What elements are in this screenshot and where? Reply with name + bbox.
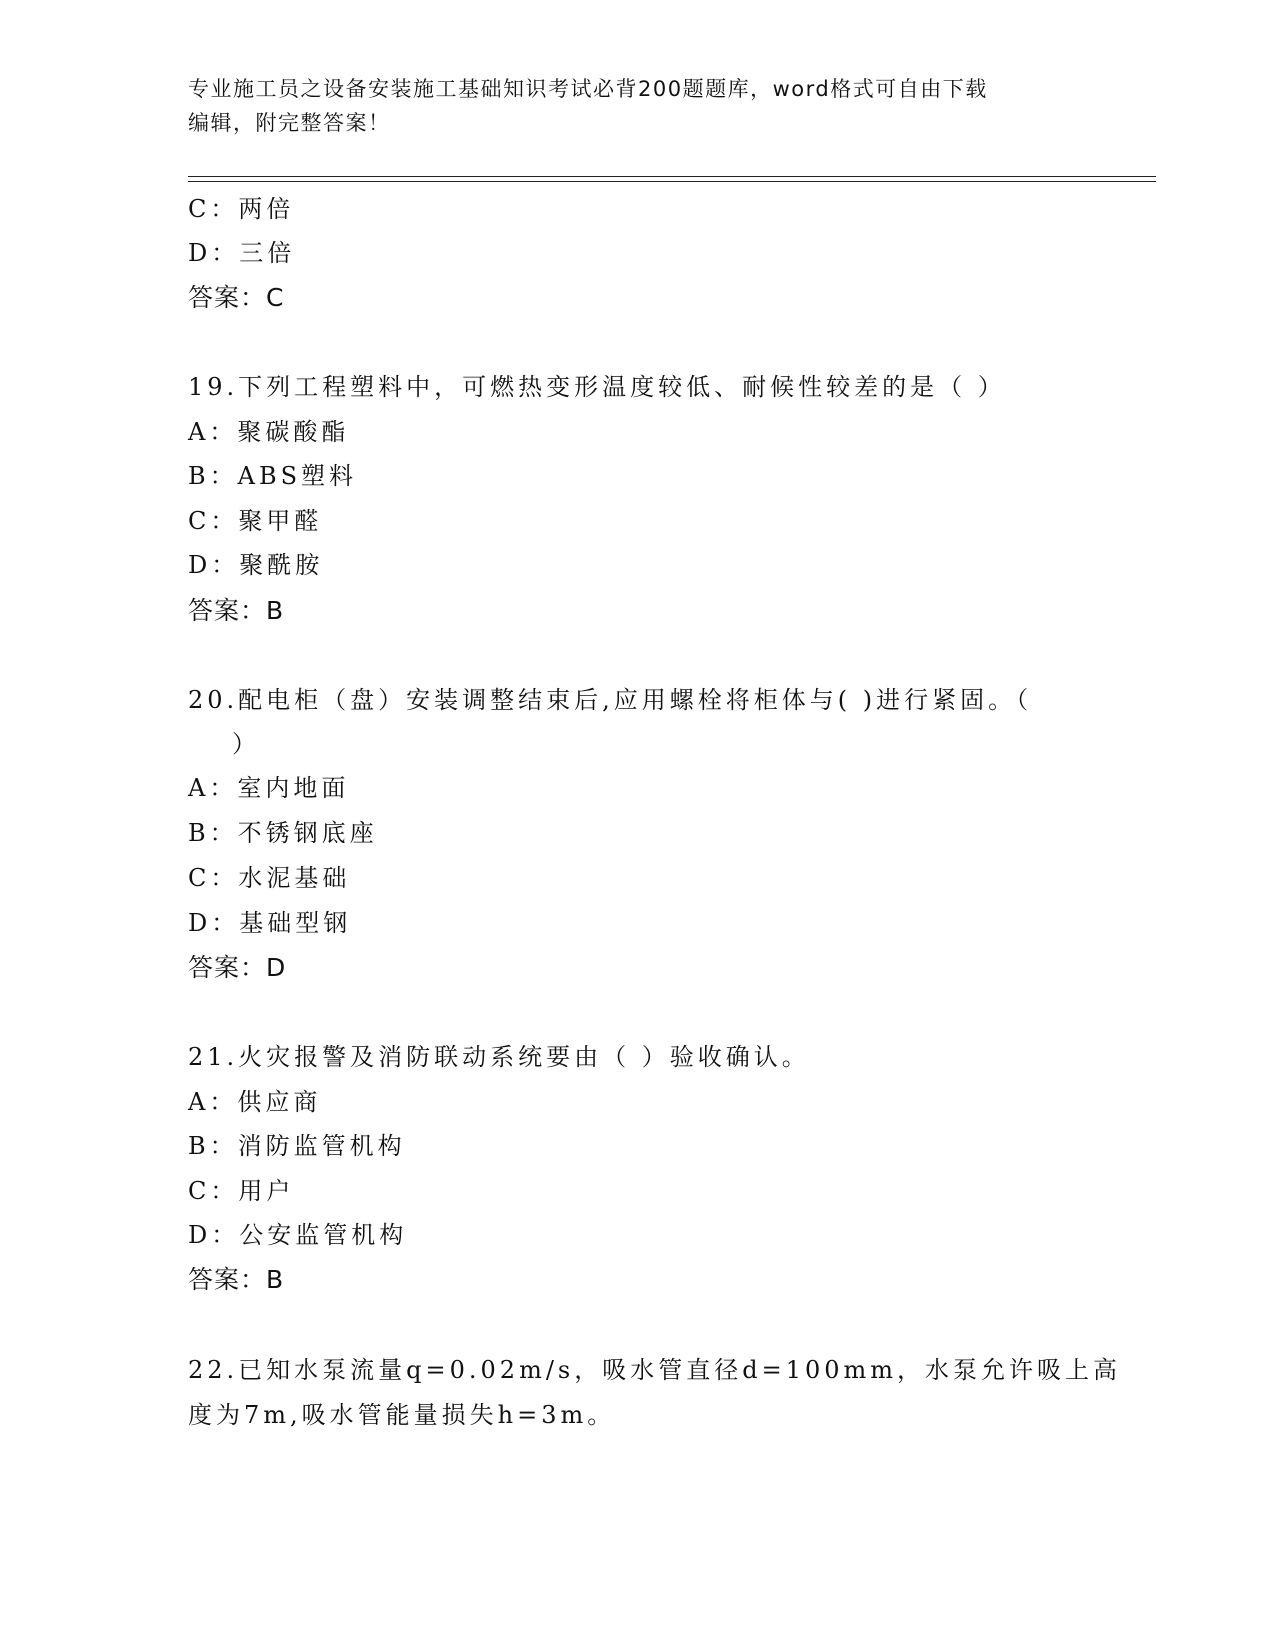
q19-option-b: B：ABS塑料 bbox=[188, 462, 358, 490]
q21-answer: 答案：B bbox=[188, 1265, 285, 1294]
q19-stem: 19.下列工程塑料中，可燃热变形温度较低、耐候性较差的是（ ） bbox=[188, 373, 1006, 401]
header-title-line-1: 专业施工员之设备安装施工基础知识考试必背200题题库，word格式可自由下载 bbox=[188, 77, 988, 101]
q18-option-d: D：三倍 bbox=[188, 239, 296, 267]
q19-option-d: D：聚酰胺 bbox=[188, 551, 324, 579]
q20-option-a: A：室内地面 bbox=[188, 774, 350, 802]
q22-stem-continuation: 度为7m,吸水管能量损失h=3m。 bbox=[188, 1401, 616, 1429]
document-header bbox=[188, 72, 1088, 140]
q19-answer: 答案：B bbox=[188, 596, 285, 625]
q21-option-d: D：公安监管机构 bbox=[188, 1221, 408, 1249]
q19-option-a: A：聚碳酸酯 bbox=[188, 418, 350, 446]
q20-stem-continuation: ） bbox=[232, 730, 260, 758]
header-divider-bottom bbox=[188, 181, 1156, 182]
q21-option-b: B：消防监管机构 bbox=[188, 1132, 406, 1160]
q21-option-a: A：供应商 bbox=[188, 1088, 322, 1116]
q20-stem: 20.配电柜（盘）安装调整结束后,应用螺栓将柜体与( )进行紧固。（ bbox=[188, 686, 1033, 714]
q20-option-d: D：基础型钢 bbox=[188, 909, 352, 937]
q22-stem: 22.已知水泵流量q=0.02m/s，吸水管直径d=100mm，水泵允许吸上高 bbox=[188, 1356, 1122, 1384]
header-divider-top bbox=[188, 176, 1156, 177]
q18-answer: 答案：C bbox=[188, 283, 285, 312]
header-title-line-2: 编辑，附完整答案！ bbox=[188, 111, 391, 135]
q21-option-c: C：用户 bbox=[188, 1177, 295, 1205]
q21-stem: 21.火灾报警及消防联动系统要由（ ）验收确认。 bbox=[188, 1043, 810, 1071]
q18-option-c: C：两倍 bbox=[188, 195, 295, 223]
q19-option-c: C：聚甲醛 bbox=[188, 507, 323, 535]
q20-option-b: B：不锈钢底座 bbox=[188, 819, 378, 847]
q20-option-c: C：水泥基础 bbox=[188, 864, 351, 892]
q20-answer: 答案：D bbox=[188, 953, 287, 982]
